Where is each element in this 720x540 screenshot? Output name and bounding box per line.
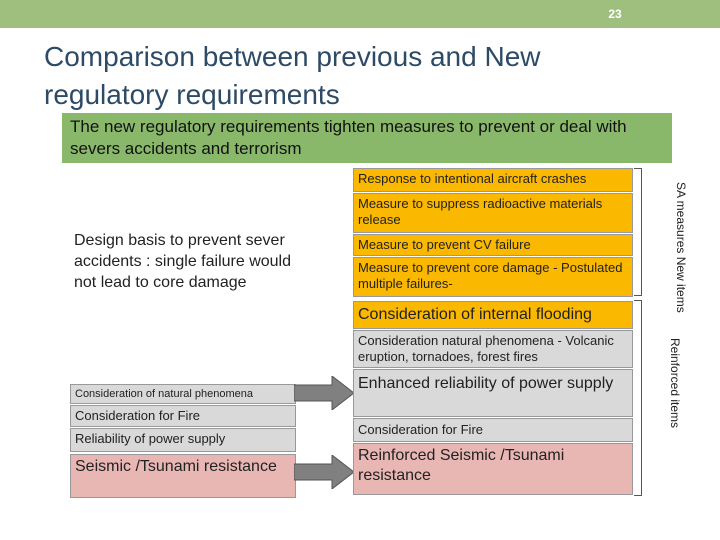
sa-measures-label: SA measures New items	[674, 182, 688, 313]
new-cv-failure: Measure to prevent CV failure	[353, 234, 633, 256]
subtitle-banner: The new regulatory requirements tighten measures to prevent or deal with severs accidents and terrorism	[62, 113, 672, 163]
arrow-right-icon	[294, 376, 354, 410]
prev-seismic-tsunami: Seismic /Tsunami resistance	[70, 454, 296, 498]
prev-fire: Consideration for Fire	[70, 405, 296, 427]
reinforced-items-label: Reinforced items	[668, 338, 682, 429]
prev-natural-phenomena: Consideration of natural phenomena	[70, 384, 296, 404]
new-core-damage: Measure to prevent core damage - Postulated multiple failures-	[353, 257, 633, 297]
sa-bracket	[634, 168, 642, 296]
arrow-right-icon	[294, 455, 354, 489]
slide-number: 23	[608, 7, 622, 21]
new-internal-flooding: Consideration of internal flooding	[353, 301, 633, 329]
prev-power-supply: Reliability of power supply	[70, 428, 296, 452]
new-seismic-tsunami: Reinforced Seismic /Tsunami resistance	[353, 443, 633, 495]
new-suppress-release: Measure to suppress radioactive materials release	[353, 193, 633, 233]
new-aircraft-crash: Response to intentional aircraft crashes	[353, 168, 633, 192]
new-fire: Consideration for Fire	[353, 418, 633, 442]
slide-title: Comparison between previous and New regulatory requirements	[44, 41, 541, 110]
reinforced-bracket	[634, 300, 642, 496]
new-power-supply: Enhanced reliability of power supply	[353, 369, 633, 417]
new-natural-phenomena: Consideration natural phenomena - Volcanic eruption, tornadoes, forest fires	[353, 330, 633, 368]
design-basis-text: Design basis to prevent sever accidents : single failure would not lead to core damage	[74, 232, 292, 291]
